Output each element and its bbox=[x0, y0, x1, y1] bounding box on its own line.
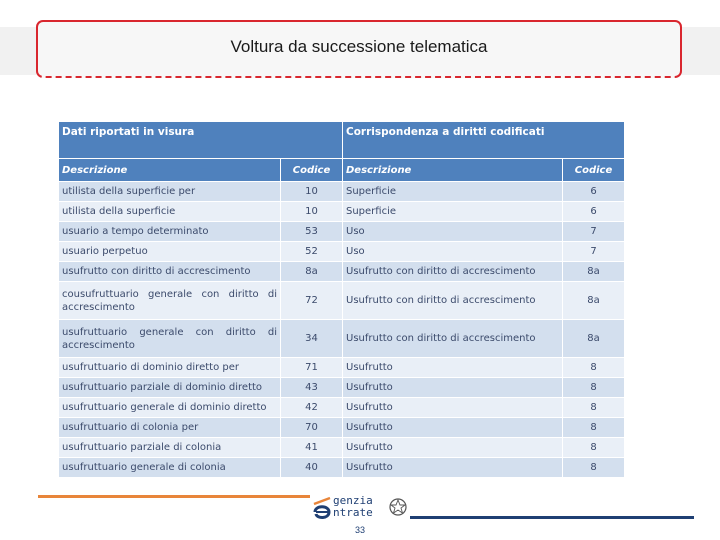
table-row bbox=[59, 398, 625, 418]
group-header-left: Dati riportati in visura bbox=[59, 122, 343, 159]
logo-wordmark bbox=[333, 495, 373, 519]
cell-right-code: 7 bbox=[563, 222, 625, 242]
cell-code: 43 bbox=[281, 378, 343, 398]
cell-right-code: 8 bbox=[563, 358, 625, 378]
col-header-code-left: Codice bbox=[281, 159, 343, 182]
table-row bbox=[59, 222, 625, 242]
cell-right-desc: Superficie bbox=[343, 202, 563, 222]
cell-desc: usufruttuario parziale di colonia bbox=[59, 438, 281, 458]
footer-line-navy bbox=[410, 516, 694, 519]
cell-right-code: 8a bbox=[563, 320, 625, 358]
table-group-header-row bbox=[59, 122, 625, 159]
cell-desc: utilista della superficie bbox=[59, 202, 281, 222]
logo-line-1: genzia bbox=[333, 494, 373, 507]
cell-code: 40 bbox=[281, 458, 343, 478]
cell-right-code: 6 bbox=[563, 182, 625, 202]
cell-right-code: 8a bbox=[563, 282, 625, 320]
cell-code: 34 bbox=[281, 320, 343, 358]
table-row bbox=[59, 438, 625, 458]
cell-right-desc: Uso bbox=[343, 222, 563, 242]
cell-desc: usufruttuario di colonia per bbox=[59, 418, 281, 438]
table-row bbox=[59, 358, 625, 378]
cell-desc: utilista della superficie per bbox=[59, 182, 281, 202]
cell-right-code: 8a bbox=[563, 262, 625, 282]
table-row bbox=[59, 282, 625, 320]
group-header-right: Corrispondenza a diritti codificati bbox=[343, 122, 625, 159]
cell-right-desc: Usufrutto bbox=[343, 458, 563, 478]
table-row bbox=[59, 418, 625, 438]
cell-desc: usufruttuario parziale di dominio diretto bbox=[59, 378, 281, 398]
cell-code: 72 bbox=[281, 282, 343, 320]
table-row bbox=[59, 320, 625, 358]
cell-desc: usufruttuario di dominio diretto per bbox=[59, 358, 281, 378]
cell-right-desc: Usufrutto con diritto di accrescimento bbox=[343, 320, 563, 358]
cell-code: 10 bbox=[281, 182, 343, 202]
cell-right-desc: Usufrutto con diritto di accrescimento bbox=[343, 282, 563, 320]
cell-desc: usufruttuario generale di dominio diretto bbox=[59, 398, 281, 418]
cell-right-code: 8 bbox=[563, 458, 625, 478]
cell-desc: usufruttuario generale con diritto di accrescimento bbox=[59, 320, 281, 358]
footer-line-orange bbox=[38, 495, 310, 498]
rights-mapping-table bbox=[58, 121, 625, 478]
cell-code: 71 bbox=[281, 358, 343, 378]
cell-code: 42 bbox=[281, 398, 343, 418]
cell-right-desc: Usufrutto bbox=[343, 418, 563, 438]
cell-code: 70 bbox=[281, 418, 343, 438]
table-row bbox=[59, 182, 625, 202]
cell-right-desc: Usufrutto bbox=[343, 438, 563, 458]
cell-right-code: 6 bbox=[563, 202, 625, 222]
cell-code: 53 bbox=[281, 222, 343, 242]
cell-right-code: 8 bbox=[563, 418, 625, 438]
col-header-desc-right: Descrizione bbox=[343, 159, 563, 182]
cell-desc: usuario perpetuo bbox=[59, 242, 281, 262]
cell-code: 10 bbox=[281, 202, 343, 222]
cell-right-code: 8 bbox=[563, 438, 625, 458]
table-row bbox=[59, 458, 625, 478]
col-header-code-right: Codice bbox=[563, 159, 625, 182]
cell-code: 52 bbox=[281, 242, 343, 262]
emblem-icon bbox=[388, 496, 408, 518]
table-column-header-row bbox=[59, 159, 625, 182]
title-box bbox=[36, 20, 682, 78]
cell-code: 41 bbox=[281, 438, 343, 458]
cell-right-code: 8 bbox=[563, 378, 625, 398]
table-row bbox=[59, 378, 625, 398]
logo-line-2: ntrate bbox=[333, 506, 373, 519]
table-row bbox=[59, 242, 625, 262]
cell-desc: usufruttuario generale di colonia bbox=[59, 458, 281, 478]
cell-right-desc: Usufrutto bbox=[343, 358, 563, 378]
cell-right-desc: Usufrutto bbox=[343, 378, 563, 398]
cell-code: 8a bbox=[281, 262, 343, 282]
slide-title: Voltura da successione telematica bbox=[230, 37, 488, 56]
table-row bbox=[59, 202, 625, 222]
cell-right-desc: Superficie bbox=[343, 182, 563, 202]
page-number: 33 bbox=[354, 525, 365, 535]
cell-desc: cousufruttuario generale con diritto di accrescimento bbox=[59, 282, 281, 320]
cell-right-desc: Usufrutto con diritto di accrescimento bbox=[343, 262, 563, 282]
cell-right-code: 8 bbox=[563, 398, 625, 418]
cell-right-code: 7 bbox=[563, 242, 625, 262]
col-header-desc-left: Descrizione bbox=[59, 159, 281, 182]
agenzia-entrate-logo bbox=[312, 494, 412, 524]
table-row bbox=[59, 262, 625, 282]
cell-right-desc: Usufrutto bbox=[343, 398, 563, 418]
cell-desc: usuario a tempo determinato bbox=[59, 222, 281, 242]
cell-right-desc: Uso bbox=[343, 242, 563, 262]
logo-letter-icon bbox=[312, 494, 334, 522]
cell-desc: usufrutto con diritto di accrescimento bbox=[59, 262, 281, 282]
